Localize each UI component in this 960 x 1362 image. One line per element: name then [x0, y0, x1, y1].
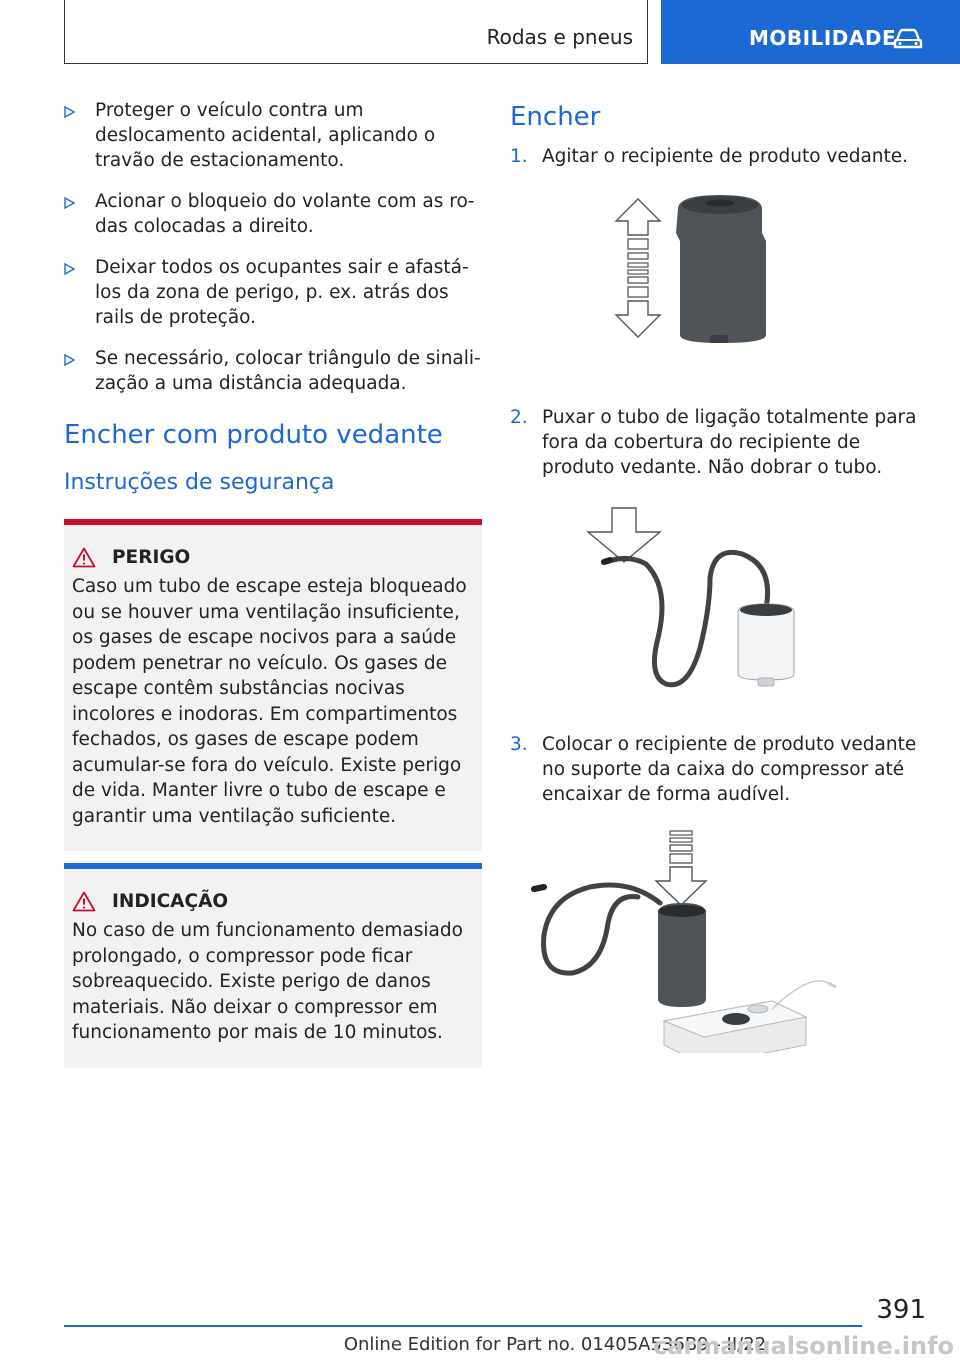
step-number: 1.: [510, 146, 528, 167]
pull-hose-illustration: [510, 498, 930, 708]
edition-text: Online Edition for Part no. 01405A536B9 - II/22: [343, 1334, 767, 1355]
triangle-bullet-icon: [64, 354, 75, 366]
shake-container-illustration: [510, 175, 930, 395]
danger-title: PERIGO: [112, 547, 191, 568]
danger-body: Caso um tubo de escape esteja bloqueado ou se houver uma ventilação insuficiente, os gases de escape nocivos para a saúde podem penetrar no veículo. Os gases de escape contêm substâncias nocivas incolores e inodoras. Em compartimentos fechados, os gases de escape podem acumular-se fora do veículo. Existe perigo de vida. Manter livre o tubo de escape e garantir uma ventilação suficiente.: [72, 576, 467, 827]
step-text: Puxar o tubo de ligação totalmente para fora da cobertura do recipiente de produto vedante. Não dobrar o tubo.: [542, 407, 917, 478]
danger-box: [64, 519, 482, 851]
step-list: [510, 732, 930, 807]
warning-icon: [72, 547, 96, 568]
notice-title-row: [72, 891, 476, 912]
right-column: [510, 98, 930, 1053]
danger-title-row: [72, 547, 476, 568]
step-list: [510, 405, 930, 480]
step-item: [510, 405, 930, 480]
list-item: [64, 255, 482, 330]
section-heading: Encher com produto vedante: [64, 420, 443, 450]
step-number: 3.: [510, 734, 528, 755]
triangle-bullet-icon: [64, 106, 75, 118]
notice-box: [64, 863, 482, 1068]
section-subheading: Instruções de segurança: [64, 470, 335, 495]
step-item: [510, 732, 930, 807]
watermark: carmanualsonline.info: [652, 1332, 954, 1360]
step-number: 2.: [510, 407, 528, 428]
step-list: [510, 144, 930, 169]
list-item: [64, 98, 482, 173]
step-text: Agitar o recipiente de produto vedante.: [542, 146, 909, 167]
triangle-bullet-icon: [64, 197, 75, 209]
footer-divider: [64, 1325, 862, 1327]
list-item: [64, 346, 482, 396]
step-item: [510, 144, 930, 169]
notice-body: No caso de um funcionamento demasiado prolongado, o compressor pode ficar sobreaquecido. Existe perigo de danos materiais. Não deixar o compressor em funcionamento por mais de 10 minutos.: [72, 920, 463, 1043]
car-icon: [893, 28, 923, 50]
list-item: [64, 189, 482, 239]
bullet-text: Proteger o veículo contra um deslocamento acidental, aplicando o travão de estacionamento.: [95, 100, 436, 171]
page-number: 391: [876, 1295, 926, 1325]
insert-container-illustration: [510, 823, 930, 1053]
step-text: Colocar o recipiente de produto vedante no suporte da caixa do compressor até encaixar de forma audível.: [542, 734, 917, 805]
bullet-text: Se necessário, colocar triângulo de sinalização a uma distância adequada.: [95, 348, 481, 394]
bullet-text: Deixar todos os ocupantes sair e afastá-los da zona de perigo, p. ex. atrás dos rails de proteção.: [95, 257, 469, 328]
chapter-tab: [661, 0, 960, 64]
triangle-bullet-icon: [64, 263, 75, 275]
header-section-box: [64, 0, 648, 64]
section-title: Rodas e pneus: [486, 25, 633, 49]
warning-icon: [72, 891, 96, 912]
section-heading: Encher: [510, 102, 601, 132]
chapter-title: MOBILIDADE: [749, 26, 897, 50]
bullet-list: [64, 98, 482, 396]
bullet-text: Acionar o bloqueio do volante com as rodas colocadas a direito.: [95, 191, 475, 237]
left-column: [64, 98, 482, 1068]
notice-title: INDICAÇÃO: [112, 891, 229, 912]
